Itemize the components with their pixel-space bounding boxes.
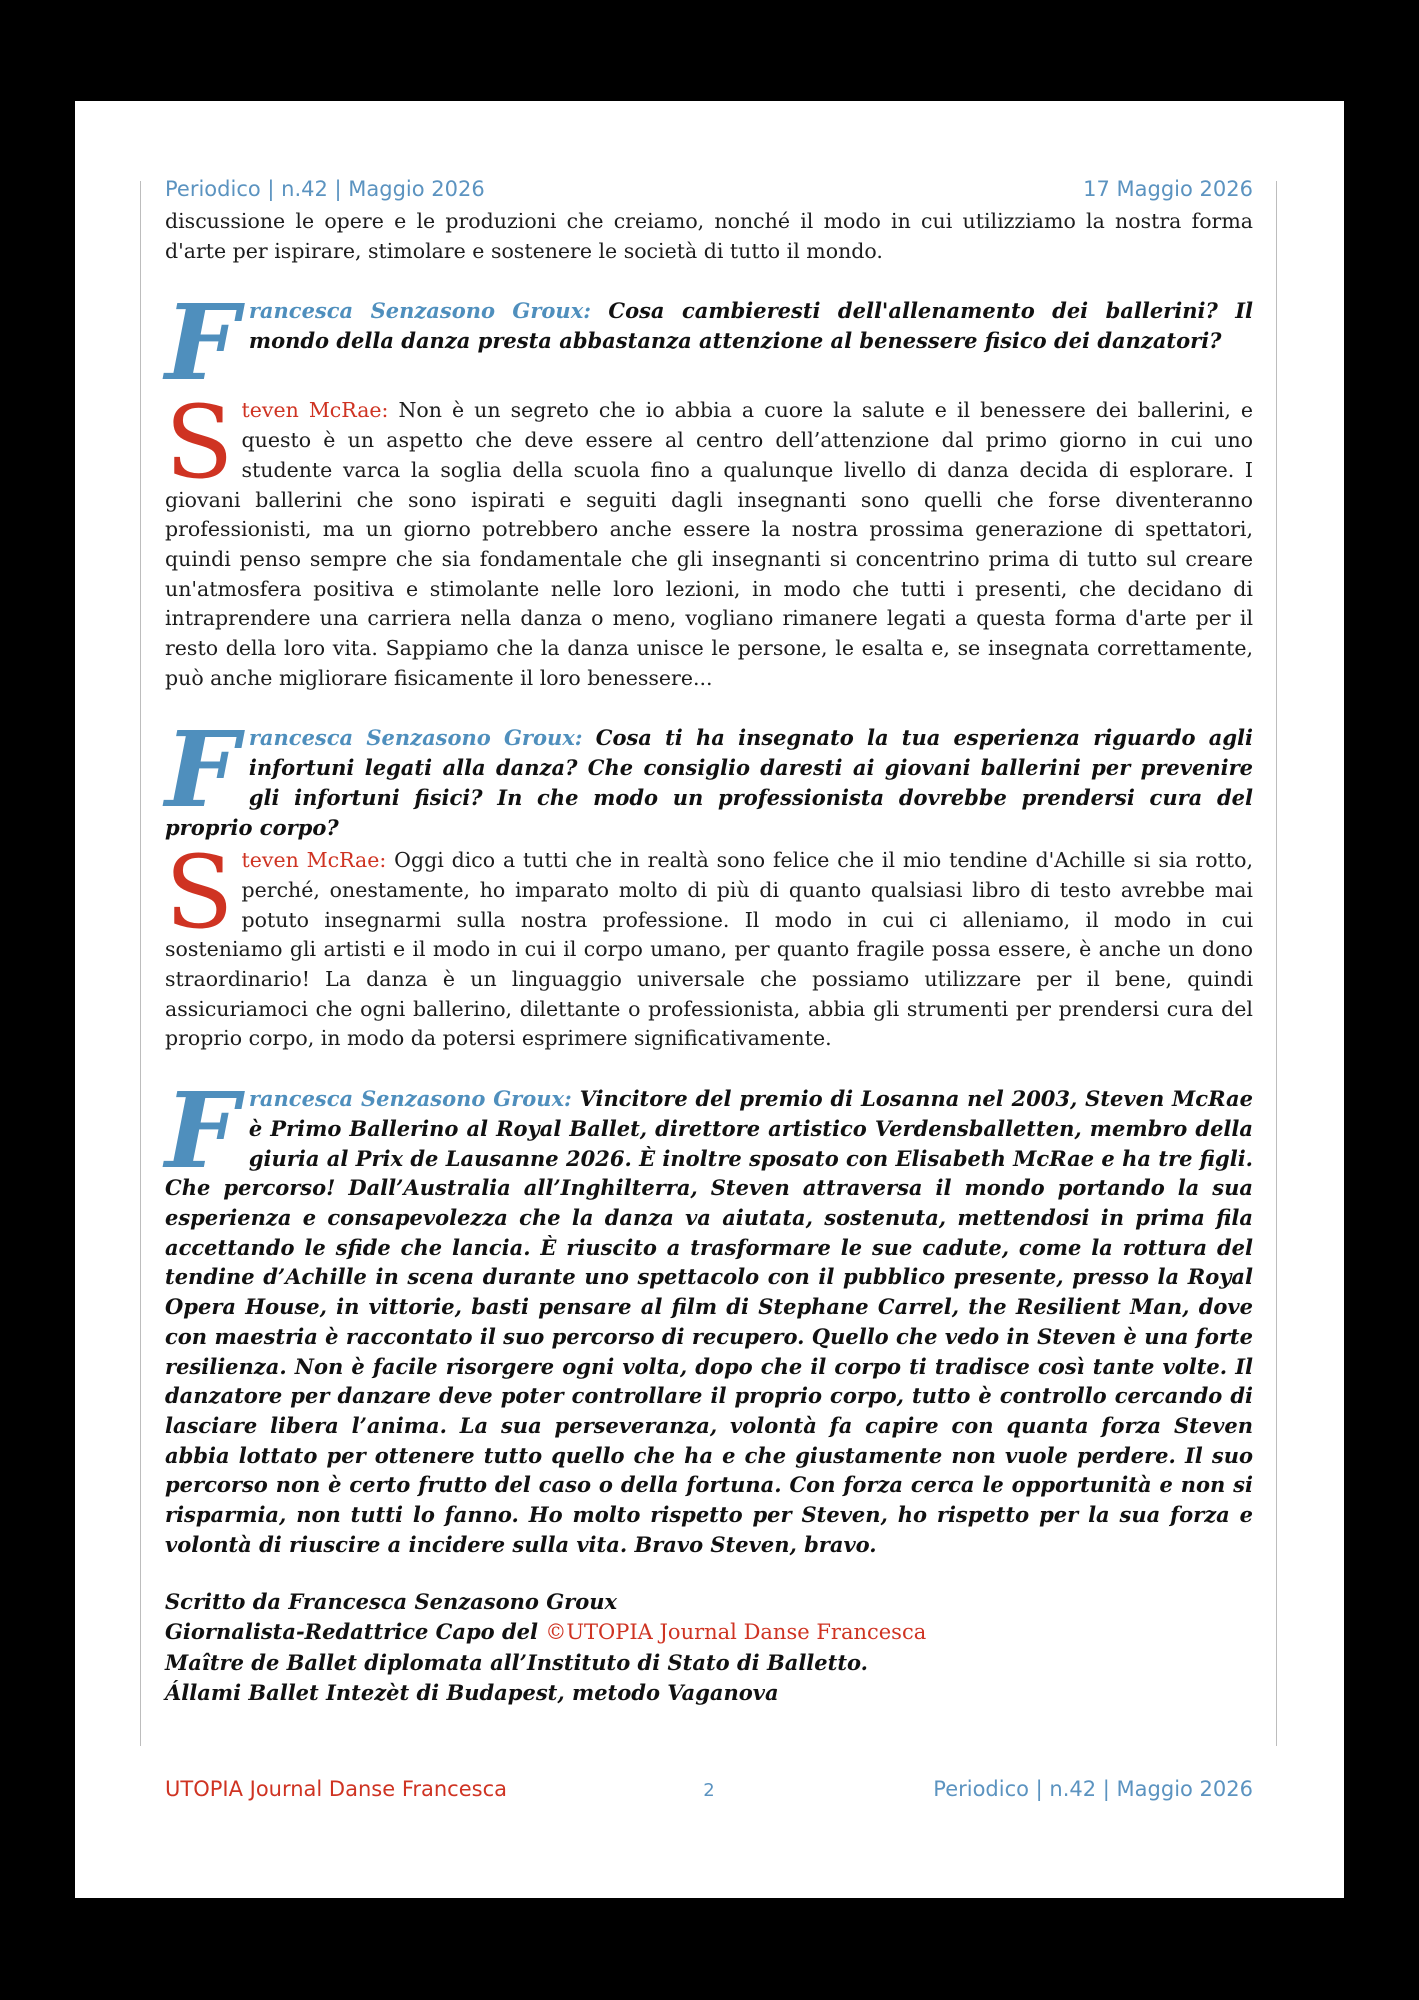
closing-block [165,1069,1253,1559]
page-content [165,177,1253,1707]
dropcap-f: F [165,708,239,832]
interviewer-name: rancesca Senzasono Groux: [248,298,591,324]
question-body: Cosa cambieresti dell'allenamento dei ballerini? Il mondo della danza presta abbastanza attenzione al benessere fisico dei danzatori? [248,298,1253,354]
page-footer [165,1777,1253,1807]
signature-brand: ©UTOPIA Journal Danse Francesca [545,1620,927,1645]
signature-role-text: Giornalista-Redattrice Capo del [165,1619,546,1645]
signature-diploma: Maître de Ballet diplomata all’Instituto di Stato di Balletto. [165,1649,868,1675]
interviewer-name: rancesca Senzasono Groux: [248,725,583,751]
footer-journal: UTOPIA Journal Danse Francesca [165,1777,507,1801]
footer-issue: Periodico | n.42 | Maggio 2026 [933,1777,1253,1801]
question-text [165,296,1253,355]
page-header [165,177,1253,207]
answer-text [165,834,1253,1054]
question-block [165,281,1253,405]
interviewer-name: rancesca Senzasono Groux: [248,1086,572,1112]
signature-block [165,1587,1253,1707]
closing-text [165,1069,1253,1559]
dropcap-s: S [165,384,234,502]
closing-body: Vincitore del premio di Losanna nel 2003, Steven McRae è Primo Ballerino al Royal Ballet, direttore artistico Verdensballetten, membro della giuria al Prix de Lausanne 2026. È inoltre sposato con Elisabeth McRae e ha tre figli. Che percorso! Dall’Australia all’Inghilterra, Steven attraversa il mondo portando la sua esperienza e consapevolezza che la danza va aiutata, sostenuta, mettendosi in prima fila accettando le sfide che lancia. È riuscito a trasformare le sue cadute, come la rottura del tendine d’Achille in scena durante uno spettacolo con il pubblico presente, presso la Royal Opera House, in vittorie, basti pensare al film di Stephane Carrel, the Resilient Man, dove con maestria è raccontato il suo percorso di recupero. Quello che vedo in Steven è una forte resilienza. Non è facile risorgere ogni volta, dopo che il corpo ti tradisce così tante volte. Il danzatore per danzare deve poter controllare il proprio corpo, tutto è controllo cercando di lasciare libera l’anima. La sua perseveranza, volontà fa capire con quanta forza Steven abbia lottato per ottenere tutto quello che ha e che giustamente non vuole perdere. Il suo percorso non è certo frutto del caso o della fortuna. Con forza cerca le opportunità e non si risparmia, non tutti lo fanno. Ho molto rispetto per Steven, ho rispetto per la sua forza e volontà di riuscire a incidere sulla vita. Bravo Steven, bravo. [165,1086,1253,1557]
answer-body: Non è un segreto che io abbia a cuore la salute e il benessere dei ballerini, e questo è un aspetto che deve essere al centro dell’attenzione dal primo giorno in cui uno studente varca la soglia della scuola fino a qualunque livello di danza decida di esplorare. I giovani ballerini che sono ispirati e seguiti dagli insegnanti sono quelli che forse diventeranno professionisti, ma un giorno potrebbero anche essere la nostra prossima generazione di spettatori, quindi penso sempre che sia fondamentale che gli insegnanti si concentrino prima di tutto sul creare un'atmosfera positiva e stimolante nelle loro lezioni, in modo che tutti i presenti, che decidano di intraprendere una carriera nella danza o meno, vogliano rimanere legati a questa forma d'arte per il resto della loro vita. Sappiamo che la danza unisce le persone, le esalta e, se insegnata correttamente, può anche migliorare fisicamente il loro benessere... [165,398,1253,690]
signature-school: Állami Ballet Intezèt di Budapest, metodo Vaganova [165,1679,779,1705]
signature-author: Scritto da Francesca Senzasono Groux [165,1589,618,1615]
left-margin-rule [140,181,141,1746]
dropcap-f: F [165,281,239,405]
question-block [165,708,1254,842]
right-margin-rule [1276,181,1277,1746]
question-body: Cosa ti ha insegnato la tua esperienza riguardo agli infortuni legati alla danza? Che consiglio daresti ai giovani ballerini per prevenire gli infortuni fisici? In che modo un professionista dovrebbe prendersi cura del proprio corpo? [165,725,1254,840]
dropcap-s: S [165,834,234,952]
answer-text [165,384,1253,693]
document-page [75,101,1344,1898]
header-issue: Periodico | n.42 | Maggio 2026 [165,177,485,201]
answer-block [165,834,1253,1054]
footer-page-number: 2 [703,1780,715,1801]
answer-block [165,384,1253,693]
interviewee-name: teven McRae: [241,848,387,873]
answer-body: Oggi dico a tutti che in realtà sono felice che il mio tendine d'Achille si sia rotto, perché, onestamente, ho imparato molto di più di quanto qualsiasi libro di testo avrebbe mai potuto insegnarmi sulla nostra professione. Il modo in cui ci alleniamo, il modo in cui sosteniamo gli artisti e il modo in cui il corpo umano, per quanto fragile possa essere, è anche un dono straordinario! La danza è un linguaggio universale che possiamo utilizzare per il bene, quindi assicuriamoci che ogni ballerino, dilettante o professionista, abbia gli strumenti per prendersi cura del proprio corpo, in modo da potersi esprimere significativamente. [165,848,1253,1051]
intro-paragraph: discussione le opere e le produzioni che creiamo, nonché il modo in cui utilizziamo la nostra forma d'arte per ispirare, stimolare e sostenere le società di tutto il mondo. [165,209,1253,263]
interviewee-name: teven McRae: [241,398,389,423]
header-date: 17 Maggio 2026 [1083,177,1253,201]
signature-role [165,1617,1253,1648]
dropcap-f: F [165,1069,239,1193]
question-text [165,708,1254,842]
